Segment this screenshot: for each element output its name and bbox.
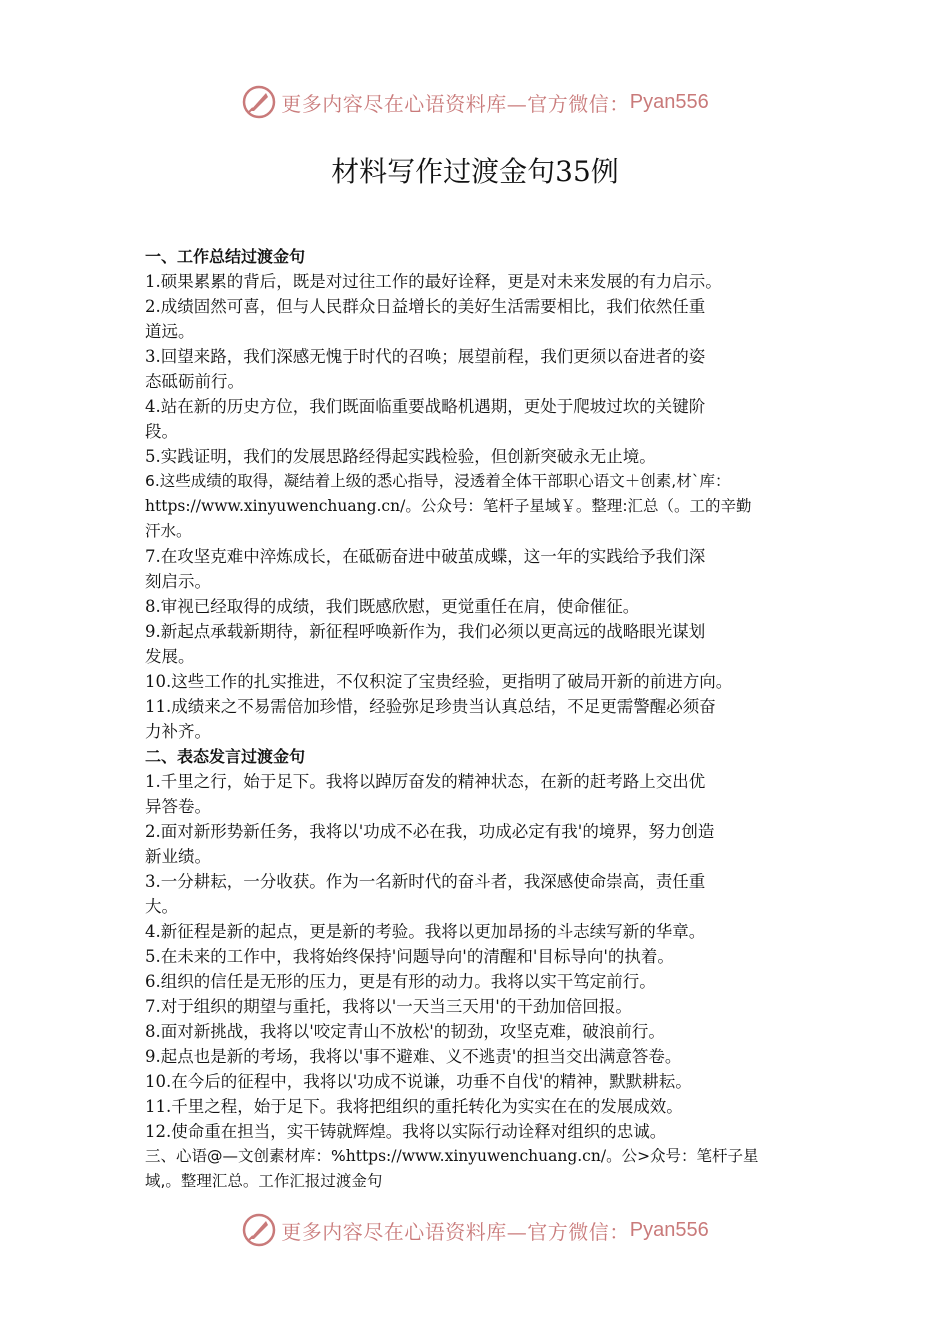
text-line: 新业绩。 bbox=[145, 847, 211, 866]
text-line: 4.站在新的历史方位，我们既面临重要战略机遇期，更处于爬坡过坎的关键阶 bbox=[145, 397, 706, 416]
text-line: 3.一分耕耘，一分收获。作为一名新时代的奋斗者，我深感使命崇高，责任重 bbox=[145, 872, 706, 891]
line-lead: 三、心语@—文创素材库：% bbox=[145, 1147, 346, 1165]
section-heading: 一、工作总结过渡金句 bbox=[145, 247, 306, 266]
text-line: 3.回望来路，我们深感无愧于时代的召唤；展望前程，我们更须以奋进者的姿 bbox=[145, 347, 706, 366]
text-line: 发展。 bbox=[145, 647, 195, 666]
text-line: 5.在未来的工作中，我将始终保持'问题导向'的清醒和'目标导向'的执着。 bbox=[145, 947, 674, 966]
text-line: 7.在攻坚克难中淬炼成长，在砥砺奋进中破茧成蝶，这一年的实践给予我们深 bbox=[145, 547, 706, 566]
quill-logo-icon bbox=[241, 1212, 277, 1248]
text-line: 汗水。 bbox=[145, 522, 192, 540]
text-line: 2.面对新形势新任务，我将以'功成不必在我，功成必定有我'的境界，努力创造 bbox=[145, 822, 715, 841]
banner-text: 更多内容尽在心语资料库—官方微信： bbox=[281, 91, 630, 116]
footer-watermark-banner bbox=[0, 1208, 950, 1252]
text-line bbox=[145, 494, 813, 519]
text-line: 1.千里之行，始于足下。我将以踔厉奋发的精神状态，在新的赶考路上交出优 bbox=[145, 772, 706, 791]
text-line: 11.千里之程，始于足下。我将把组织的重托转化为实实在在的发展成效。 bbox=[145, 1097, 683, 1116]
text-line: 2.成绩固然可喜，但与人民群众日益增长的美好生活需要相比，我们依然任重 bbox=[145, 297, 706, 316]
text-line: 9.新起点承载新期待，新征程呼唤新作为，我们必须以更高远的战略眼光谋划 bbox=[145, 622, 706, 641]
text-line: 道远。 bbox=[145, 322, 195, 341]
text-line: 4.新征程是新的起点，更是新的考验。我将以更加昂扬的斗志续写新的华章。 bbox=[145, 922, 706, 941]
text-line: 6.这些成绩的取得，凝结着上级的悉心指导，浸透着全体干部职心语文＋创素,材`库： bbox=[145, 472, 731, 490]
text-line: 段。 bbox=[145, 422, 178, 441]
text-line: 刻启示。 bbox=[145, 572, 211, 591]
banner-text: 更多内容尽在心语资料库—官方微信： bbox=[281, 1219, 630, 1244]
text-line: 5.实践证明，我们的发展思路经得起实践检验，但创新突破永无止境。 bbox=[145, 447, 656, 466]
text-line: 9.起点也是新的考场，我将以'事不避难、义不逃责'的担当交出满意答卷。 bbox=[145, 1047, 682, 1066]
text-line: 10.这些工作的扎实推进，不仅积淀了宝贵经验，更指明了破局开新的前进方向。 bbox=[145, 672, 733, 691]
text-line: 7.对于组织的期望与重托，我将以'一天当三天用'的干劲加倍回报。 bbox=[145, 997, 632, 1016]
line-rest: 。公众号：笔杆子星域￥。整理:汇总（。工的辛勤 bbox=[405, 497, 752, 515]
quill-logo-icon bbox=[241, 84, 277, 120]
page-title: 材料写作过渡金句35例 bbox=[331, 155, 619, 188]
text-line: 异答卷。 bbox=[145, 797, 211, 816]
line-url: https://www.xinyuwenchuang.cn/ bbox=[145, 497, 406, 515]
text-line: 6.组织的信任是无形的压力，更是有形的动力。我将以实干笃定前行。 bbox=[145, 972, 656, 991]
text-line: 10.在今后的征程中，我将以'功成不说谦，功垂不自伐'的精神，默默耕耘。 bbox=[145, 1072, 692, 1091]
text-line bbox=[145, 1144, 813, 1169]
line-rest: 。公>众号：笔杆子星 bbox=[606, 1147, 759, 1165]
section-heading: 二、表态发言过渡金句 bbox=[145, 747, 306, 766]
text-line: 大。 bbox=[145, 897, 178, 916]
text-line: 8.审视已经取得的成绩，我们既感欣慰，更觉重任在肩，使命催征。 bbox=[145, 597, 640, 616]
text-line: 态砥砺前行。 bbox=[145, 372, 244, 391]
text-line: 域,。整理汇总。工作汇报过渡金句 bbox=[145, 1172, 383, 1190]
banner-wechat-id: Pyan556 bbox=[629, 90, 709, 113]
document-body bbox=[145, 244, 813, 1194]
banner-wechat-id: Pyan556 bbox=[629, 1218, 709, 1241]
header-watermark-banner bbox=[0, 80, 950, 124]
text-line: 11.成绩来之不易需倍加珍惜，经验弥足珍贵当认真总结，不足更需警醒必须奋 bbox=[145, 697, 716, 716]
text-line: 8.面对新挑战，我将以'咬定青山不放松'的韧劲，攻坚克难，破浪前行。 bbox=[145, 1022, 665, 1041]
text-line: 力补齐。 bbox=[145, 722, 211, 741]
text-line: 1.硕果累累的背后，既是对过往工作的最好诠释，更是对未来发展的有力启示。 bbox=[145, 272, 722, 291]
text-line: 12.使命重在担当，实干铸就辉煌。我将以实际行动诠释对组织的忠诚。 bbox=[145, 1122, 667, 1141]
line-url: https://www.xinyuwenchuang.cn/ bbox=[345, 1147, 607, 1165]
